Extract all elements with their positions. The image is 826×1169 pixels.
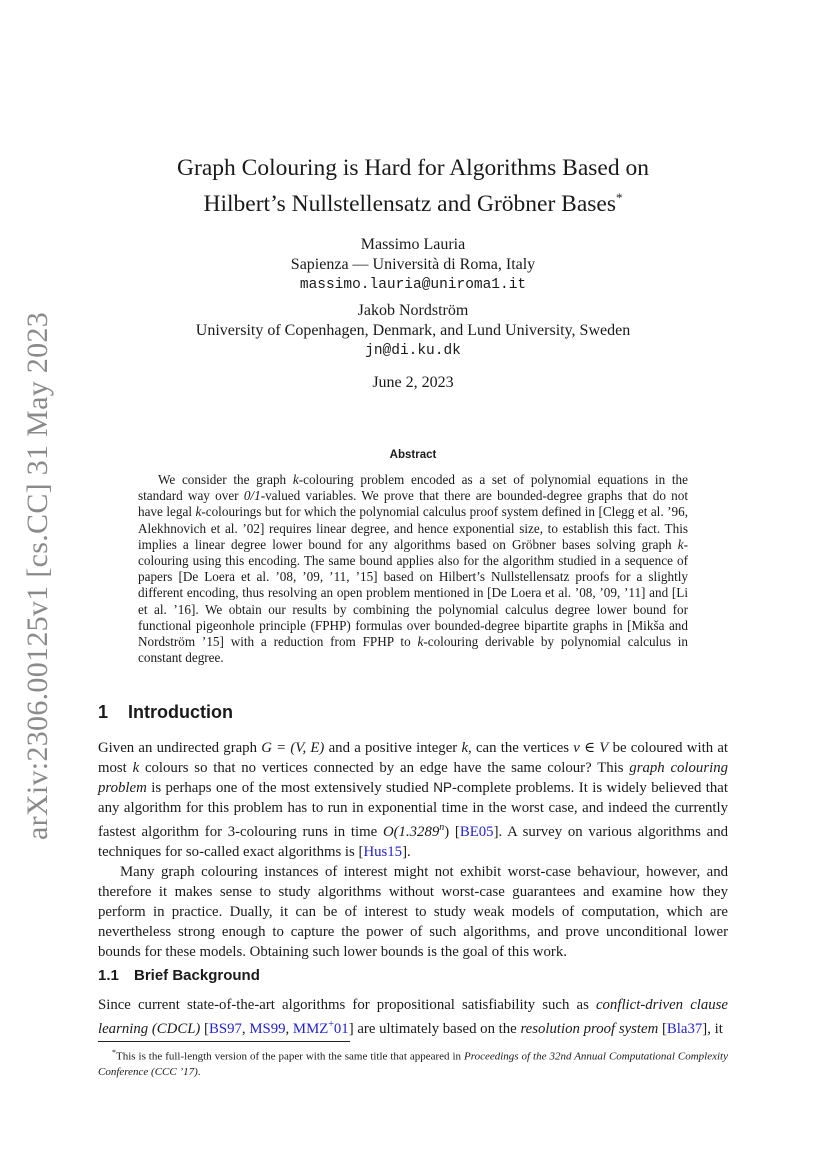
footnote-mark: * (112, 1048, 116, 1057)
paper-date: June 2, 2023 (372, 374, 454, 391)
author-affiliation: University of Copenhagen, Denmark, and Lund University, Sweden (195, 322, 631, 339)
title-footnote-mark[interactable]: * (615, 190, 623, 205)
subsection-title: Brief Background (134, 967, 260, 984)
citation-link[interactable]: MS99 (249, 1020, 286, 1037)
author-block-1 (0, 235, 826, 295)
citation-link[interactable]: MMZ+01 (292, 1019, 349, 1037)
citation-link[interactable]: Hus15 (363, 843, 403, 860)
abstract-heading: Abstract (389, 449, 437, 461)
author-email[interactable]: massimo.lauria@uniroma1.it (299, 277, 527, 293)
background-body (98, 995, 728, 1039)
citation-link[interactable]: BE05 (459, 823, 494, 840)
abstract-body (138, 472, 688, 666)
author-name: Jakob Nordström (357, 302, 469, 319)
background-paragraph: Since current state-of-the-art algorithms for propositional satisfiability such as conflict-driven clause learning (CDCL) [BS97, MS99, MMZ+01] are ultimately based on the resolution proof system [Bla37], it (98, 997, 728, 1037)
title-line-1: Graph Colouring is Hard for Algorithms Based on (177, 155, 649, 181)
author-email[interactable]: jn@di.ku.dk (365, 343, 461, 359)
title-line-2: Hilbert’s Nullstellensatz and Gröbner Bases* (203, 190, 623, 217)
subsection-heading-brief-background (98, 967, 260, 984)
section-number: 1 (98, 702, 109, 722)
paper-title (0, 153, 826, 219)
section-heading-introduction (98, 702, 233, 723)
author-block-2 (0, 301, 826, 361)
subsection-number: 1.1 (98, 967, 119, 984)
author-affiliation: Sapienza — Università di Roma, Italy (290, 256, 536, 273)
arxiv-sidebar-stamp (21, 311, 54, 840)
intro-paragraph-2: Many graph colouring instances of interest might not exhibit worst-case behaviour, however, and therefore it makes sense to study algorithms without worst-case guarantees and examine how they perform in practice. Dually, it can be of interest to study weak models of computation, which are nevertheless strong enough to capture the power of such algorithms, and prove unconditional lower bounds for these models. Obtaining such lower bounds is the goal of this work. (98, 863, 728, 960)
introduction-body (98, 738, 728, 962)
arxiv-id: arXiv:2306.00125v1 [cs.CC] 31 May 2023 (21, 311, 54, 840)
intro-paragraph-1: Given an undirected graph G = (V, E) and a positive integer k, can the vertices v ∈ V be coloured with at most k colours so that no vertices connected by an edge have the same colour? This graph colouring problem is perhaps one of the most extensively studied NP-complete problems. It is widely believed that any algorithm for this problem has to run in exponential time in the worst case, and indeed the currently fastest algorithm for 3-colouring runs in time O(1.3289$^n$) [BE05]. A survey on various algorithms and techniques for so-called exact algorithms is [Hus15]. (98, 740, 729, 860)
abstract-paragraph: We consider the graph k-colouring problem encoded as a set of polynomial equations in the standard way over 0/1-valued variables. We prove that there are bounded-degree graphs that do not have legal k-colourings but for which the polynomial calculus proof system defined in [Clegg et al. ’96, Alekhnovich et al. ’02] requires linear degree, and hence exponential size, to establish this fact. This implies a linear degree lower bound for any algorithms based on Gröbner bases solving graph k-colouring using this encoding. The same bound applies also for the algorithm studied in a sequence of papers [De Loera et al. ’08, ’09, ’11, ’15] based on Hilbert’s Nullstellensatz proofs for a slightly different encoding, thus resolving an open problem mentioned in [De Loera et al. ’08, ’09, ’11] and [Li et al. ’16]. We obtain our results by combining the polynomial calculus degree lower bound for functional pigeonhole principle (FPHP) formulas over bounded-degree bipartite graphs in [Mikša and Nordström ’15] with a reduction from FPHP to k-colouring derivable by polynomial calculus in constant degree. (138, 472, 689, 666)
citation-link[interactable]: Bla37 (666, 1020, 703, 1037)
citation-link[interactable]: BS97 (209, 1020, 242, 1037)
section-title: Introduction (128, 702, 233, 722)
author-name: Massimo Lauria (360, 236, 466, 253)
footnote: *This is the full-length version of the paper with the same title that appeared in Proceedings of the 32nd Annual Computational Complexity Conference (CCC ’17). (98, 1048, 728, 1078)
footnote-rule (98, 1041, 350, 1042)
